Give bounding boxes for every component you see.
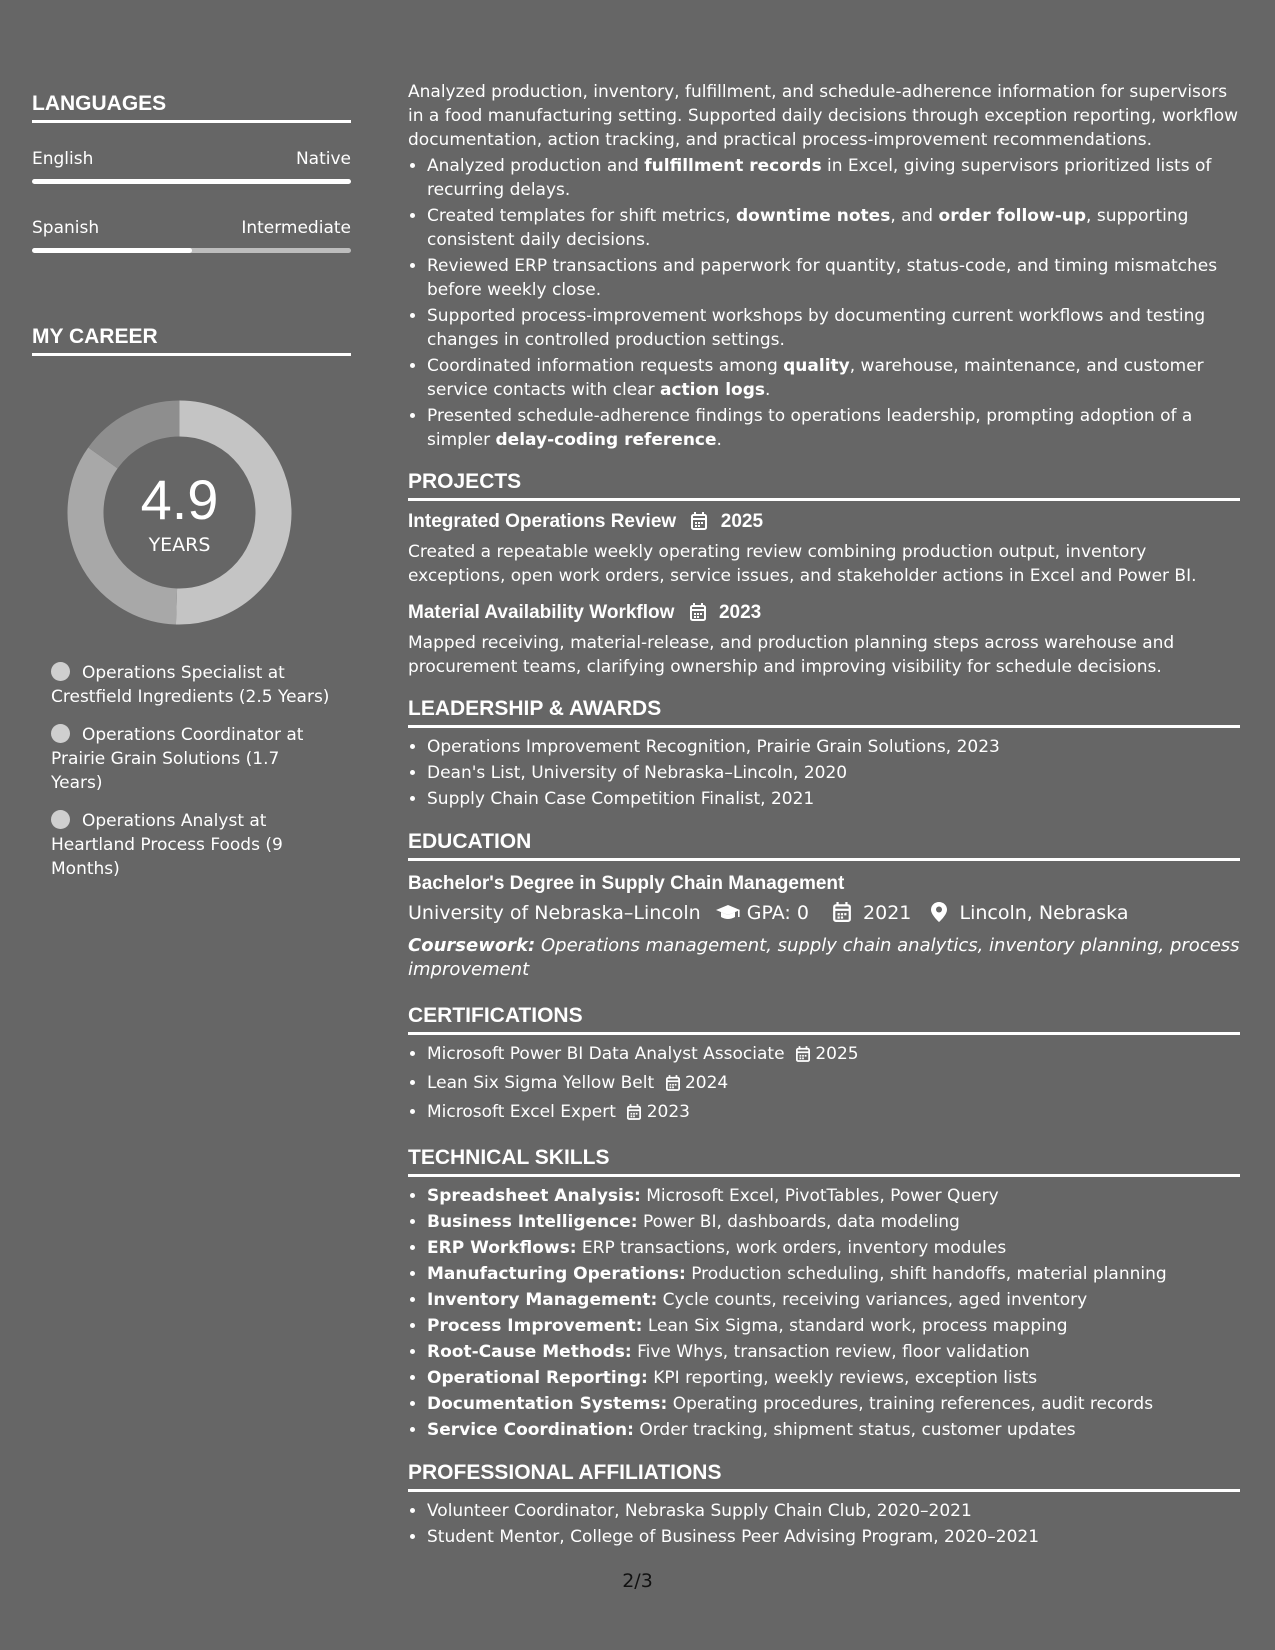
certification-year: 2023 <box>646 1102 690 1122</box>
career-heading: MY CAREER <box>32 325 351 356</box>
skills-heading: TECHNICAL SKILLS <box>408 1146 1240 1177</box>
certification-item <box>427 1099 1240 1128</box>
skills-list <box>408 1183 1240 1443</box>
graduation-cap-icon <box>715 902 741 930</box>
leadership-list <box>408 734 1240 812</box>
language-level-bar-fill <box>32 179 351 184</box>
skill-item: • ERP Workflows: ERP transactions, work orders, inventory modules <box>427 1235 1240 1261</box>
education-coursework <box>408 934 1240 982</box>
skill-item: • Operational Reporting: KPI reporting, weekly reviews, exception lists <box>427 1365 1240 1391</box>
language-name: Spanish <box>32 218 100 238</box>
left-column <box>32 92 351 895</box>
language-level-bar-fill <box>32 248 192 253</box>
skill-item: • Service Coordination: Order tracking, shipment status, customer updates <box>427 1417 1240 1443</box>
language-level-bar <box>32 179 351 184</box>
language-name: English <box>32 149 94 169</box>
education-year: 2021 <box>863 902 912 924</box>
language-level-bar <box>32 248 351 253</box>
certification-year: 2024 <box>684 1073 729 1093</box>
languages-heading: LANGUAGES <box>32 92 351 123</box>
skill-item: • Business Intelligence: Power BI, dashboards, data modeling <box>427 1209 1240 1235</box>
skill-item: • Inventory Management: Cycle counts, receiving variances, aged inventory <box>427 1287 1240 1313</box>
leadership-item: • Supply Chain Case Competition Finalist, 2021 <box>427 786 1240 812</box>
career-item-text: Operations Specialist at Crestfield Ingredients (2.5 Years) <box>51 663 330 707</box>
career-item-text: Operations Analyst at Heartland Process Foods (9 Months) <box>51 811 283 879</box>
certification-name: Lean Six Sigma Yellow Belt <box>427 1073 655 1093</box>
certifications-heading: CERTIFICATIONS <box>408 1004 1240 1035</box>
experience-summary: Analyzed production, inventory, fulfillment, and schedule-adherence information for supervisors in a food manufacturing setting. Supported daily decisions through exception reporting, workflow documentation, action tracking, and practical process-improvement recommendations. <box>408 82 1239 150</box>
calendar-icon <box>796 1044 810 1070</box>
career-item <box>51 809 331 881</box>
projects-section <box>408 470 1240 679</box>
calendar-icon <box>691 512 707 538</box>
projects-heading: PROJECTS <box>408 470 1240 501</box>
project-name: Integrated Operations Review <box>408 511 677 532</box>
skill-item: • Manufacturing Operations: Production scheduling, shift handoffs, material planning <box>427 1261 1240 1287</box>
experience-bullet: • Created templates for shift metrics, downtime notes, and order follow-up, supporting consistent daily decisions. <box>427 204 1240 252</box>
affiliation-item: • Volunteer Coordinator, Nebraska Supply Chain Club, 2020–2021 <box>427 1498 1240 1524</box>
right-column <box>408 80 1240 1550</box>
education-meta <box>408 899 1240 930</box>
career-total-years: 4.9 <box>140 468 219 531</box>
project-title <box>408 509 1240 538</box>
project-title <box>408 600 1240 629</box>
map-pin-icon <box>931 902 947 930</box>
language-spanish <box>32 218 351 253</box>
affiliations-heading: PROFESSIONAL AFFILIATIONS <box>408 1461 1240 1492</box>
career-item-text: Operations Coordinator at Prairie Grain Solutions (1.7 Years) <box>51 725 304 793</box>
project-description: Mapped receiving, material-release, and production planning steps across warehouse and procurement teams, clarifying ownership and improving visibility for schedule decisions. <box>408 633 1175 677</box>
career-dot-icon <box>51 662 70 681</box>
certification-item <box>427 1070 1240 1099</box>
affiliations-section <box>408 1461 1240 1550</box>
experience-bullet: • Coordinated information requests among quality, warehouse, maintenance, and customer service contacts with clear action logs. <box>427 354 1240 402</box>
certifications-section <box>408 1004 1240 1128</box>
language-level: Intermediate <box>241 218 351 238</box>
affiliation-item: • Student Mentor, College of Business Peer Advising Program, 2020–2021 <box>427 1524 1240 1550</box>
project-year: 2023 <box>718 602 762 623</box>
project-name: Material Availability Workflow <box>408 602 675 623</box>
project-year: 2025 <box>720 511 764 532</box>
career-total-unit: YEARS <box>148 534 211 556</box>
leadership-item: • Dean's List, University of Nebraska–Lincoln, 2020 <box>427 760 1240 786</box>
leadership-section <box>408 697 1240 812</box>
skill-item: • Root-Cause Methods: Five Whys, transaction review, floor validation <box>427 1339 1240 1365</box>
career-item <box>51 661 331 709</box>
leadership-heading: LEADERSHIP & AWARDS <box>408 697 1240 728</box>
language-english <box>32 149 351 184</box>
education-degree: Bachelor's Degree in Supply Chain Management <box>408 873 845 894</box>
skills-section <box>408 1146 1240 1443</box>
education-gpa: GPA: 0 <box>746 902 809 924</box>
skill-item: • Process Improvement: Lean Six Sigma, standard work, process mapping <box>427 1313 1240 1339</box>
education-section <box>408 830 1240 982</box>
coursework-text: Operations management, supply chain analytics, inventory planning, process improvement <box>408 935 1240 980</box>
career-donut-chart <box>67 400 292 625</box>
certification-year: 2025 <box>815 1044 859 1064</box>
skill-item: • Spreadsheet Analysis: Microsoft Excel, PivotTables, Power Query <box>427 1183 1240 1209</box>
experience-bullet: • Reviewed ERP transactions and paperwork for quantity, status-code, and timing mismatches before weekly close. <box>427 254 1240 302</box>
experience-bullet: • Supported process-improvement workshops by documenting current workflows and testing changes in controlled production settings. <box>427 304 1240 352</box>
calendar-icon <box>833 902 851 930</box>
career-dot-icon <box>51 810 70 829</box>
career-list <box>51 661 331 881</box>
experience-bullet: • Presented schedule-adherence findings to operations leadership, prompting adoption of a simpler delay-coding reference. <box>427 404 1240 452</box>
page-number: 2/3 <box>622 1570 653 1592</box>
leadership-item: • Operations Improvement Recognition, Prairie Grain Solutions, 2023 <box>427 734 1240 760</box>
certification-name: Microsoft Power BI Data Analyst Associate <box>427 1044 785 1064</box>
calendar-icon <box>627 1102 641 1128</box>
coursework-label: Coursework: <box>408 935 536 956</box>
calendar-icon <box>666 1073 680 1099</box>
education-heading: EDUCATION <box>408 830 1240 861</box>
career-item <box>51 723 331 795</box>
calendar-icon <box>690 603 706 629</box>
language-level: Native <box>295 149 351 169</box>
career-dot-icon <box>51 724 70 743</box>
experience-bullet: • Analyzed production and fulfillment records in Excel, giving supervisors prioritized lists of recurring delays. <box>427 154 1240 202</box>
certification-name: Microsoft Excel Expert <box>427 1102 616 1122</box>
skill-item: • Documentation Systems: Operating procedures, training references, audit records <box>427 1391 1240 1417</box>
experience-bullets <box>408 154 1240 452</box>
certification-item <box>427 1041 1240 1070</box>
education-location: Lincoln, Nebraska <box>959 902 1129 924</box>
certifications-list <box>408 1041 1240 1128</box>
affiliations-list <box>408 1498 1240 1550</box>
project-description: Created a repeatable weekly operating review combining production output, inventory exceptions, open work orders, service issues, and stakeholder actions in Excel and Power BI. <box>408 542 1197 586</box>
education-school: University of Nebraska–Lincoln <box>408 902 701 924</box>
